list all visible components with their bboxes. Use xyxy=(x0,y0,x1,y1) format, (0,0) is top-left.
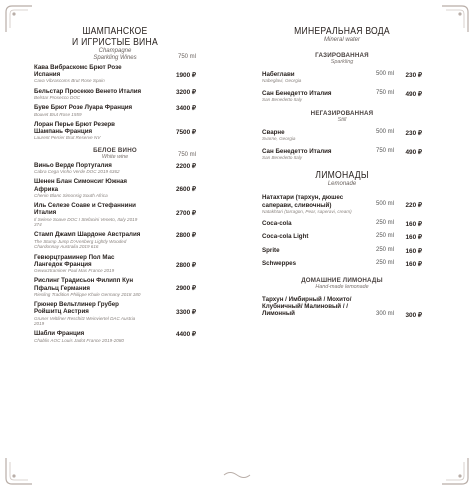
menu-item xyxy=(34,254,196,274)
item-name: Натахтари (тархун, дюшес саперави, сливочный) xyxy=(262,194,344,209)
item-price: 220 ₽ xyxy=(405,202,422,210)
white-wine-title: БЕЛОЕ ВИНО xyxy=(93,146,137,154)
item-price: 160 ₽ xyxy=(405,247,422,255)
ornament-bottom-right xyxy=(440,456,470,486)
item-name: Иль Селезе Соаве и Стефаннини Италия xyxy=(34,202,136,217)
drinks-column xyxy=(262,26,422,318)
item-price: 490 ₽ xyxy=(405,148,422,156)
item-description: Il Selese Soave DOC I Stefanini Veneto, Italy 2019 374 xyxy=(34,216,138,228)
item-price: 3200 ₽ xyxy=(175,88,196,96)
item-volume: 500 ml xyxy=(375,71,394,77)
sparkling-water-subtitle: Sparkling xyxy=(330,59,354,65)
volume-header: 750 ml xyxy=(177,54,196,60)
champagne-subtitle: Champagne xyxy=(98,48,132,54)
menu-item xyxy=(34,277,196,297)
item-volume: 300 ml xyxy=(375,311,394,318)
item-name: Сварне xyxy=(262,129,285,137)
item-volume: 500 ml xyxy=(375,201,394,208)
item-name: Лоран Перье Брют Резерв Шампань Франция xyxy=(34,121,115,136)
item-description: Nabeglavi, Georgia xyxy=(262,78,302,84)
item-volume: 250 ml xyxy=(375,259,394,266)
item-name: Рислинг Традисьон Филипп Кун Пфальц Германия xyxy=(34,277,134,292)
white-wine-subtitle: White wine xyxy=(101,153,129,160)
item-price: 3400 ₽ xyxy=(175,105,196,113)
item-description: The Stump Jump D'Arenberg Lightly Wooded Chardonnay Australia 2019 616 xyxy=(34,238,127,250)
menu-item xyxy=(34,162,196,175)
sparkling-water-list xyxy=(262,71,422,102)
item-description: San Benedetto Italy xyxy=(262,96,303,102)
item-description: Cabra Cega Vinho Verde DOC 2019 6362 xyxy=(34,169,120,175)
item-name: Набеглави xyxy=(262,71,295,78)
still-water-list xyxy=(262,129,422,160)
item-price: 2200 ₽ xyxy=(175,162,196,170)
white-wine-list xyxy=(34,162,196,343)
item-description: Chenin Blanc Simonsig South Africa xyxy=(34,192,108,198)
drink-item xyxy=(262,260,422,267)
menu-item xyxy=(34,121,196,141)
menu-item xyxy=(34,178,196,198)
lemonade-subtitle: Lemonade xyxy=(327,181,357,188)
still-water-subtitle: Still xyxy=(337,117,347,124)
ornament-bottom-left xyxy=(4,456,34,486)
item-price: 2600 ₽ xyxy=(175,186,196,194)
item-name: Гевюрцтраминер Пол Мас Лангедок Франция xyxy=(34,253,115,268)
item-description: Cava Vibrascoms Brut Rose Spain xyxy=(34,78,105,84)
item-price: 3300 ₽ xyxy=(175,309,196,317)
item-description: Gruner Veltliner Reschitz Weinviertel DAC Austria 2019 xyxy=(34,315,136,326)
drink-item xyxy=(262,220,422,227)
item-description: Bouvet Brut Rose 1559 xyxy=(34,111,82,117)
item-price: 300 ₽ xyxy=(405,312,422,320)
item-price: 7500 ₽ xyxy=(175,129,196,137)
white-volume-header: 750 ml xyxy=(177,151,196,158)
item-volume: 250 ml xyxy=(375,246,394,253)
menu-item xyxy=(34,202,196,227)
item-price: 2700 ₽ xyxy=(175,210,196,218)
item-price: 160 ₽ xyxy=(405,234,422,242)
item-name: Бельстар Просекко Венето Италия xyxy=(34,87,142,95)
ornament-top-left xyxy=(4,4,34,34)
item-description: Gewurztraminer Paul Mas France 2019 xyxy=(34,267,115,273)
menu-item xyxy=(34,330,196,343)
item-description: Svarne, Georgia xyxy=(262,136,296,142)
drink-item xyxy=(262,90,422,103)
mineral-water-subtitle: Mineral water xyxy=(323,37,360,43)
item-name: Тархун / Имбирный / Мохито/Клубничный/ Малиновый / /Лимонный xyxy=(262,296,352,318)
sparkling-wines-title: И ИГРИСТЫЕ ВИНА xyxy=(72,36,158,48)
item-price: 2800 ₽ xyxy=(175,232,196,240)
item-price: 1900 ₽ xyxy=(175,72,196,79)
item-name: Стамп Джамп Шардоне Австралия xyxy=(34,231,141,239)
still-water-header xyxy=(262,110,422,123)
sparkling-water-title: ГАЗИРОВАННАЯ xyxy=(315,52,369,59)
item-name: Шабли Франция xyxy=(34,330,85,338)
menu-item xyxy=(34,231,196,249)
drink-item xyxy=(262,296,422,318)
item-price: 160 ₽ xyxy=(405,221,422,229)
lemonade-list xyxy=(262,194,422,267)
lemonade-title: ЛИМОНАДЫ xyxy=(315,169,369,182)
drink-item xyxy=(262,233,422,240)
item-volume: 500 ml xyxy=(375,129,394,136)
drink-item xyxy=(262,71,422,84)
sparkling-water-header xyxy=(262,52,422,65)
ornament-top-right xyxy=(440,4,470,34)
menu-item xyxy=(34,64,196,84)
still-water-title: НЕГАЗИРОВАННАЯ xyxy=(310,110,374,118)
item-name: Coca-cola xyxy=(262,220,292,228)
item-name: Coca-cola Light xyxy=(262,233,309,241)
drink-item xyxy=(262,247,422,254)
item-name: Сан Бенедетто Италия xyxy=(262,89,332,97)
item-price: 160 ₽ xyxy=(405,260,422,268)
sparkling-list xyxy=(34,64,196,141)
item-name: Виньо Верде Португалия xyxy=(34,161,112,169)
item-volume: 750 ml xyxy=(375,147,394,154)
item-name: Буве Брют Розе Луара Франция xyxy=(34,104,133,112)
drink-item xyxy=(262,129,422,142)
item-description: Riesling Tradition Philippe Khule Germany 2018 180 xyxy=(34,291,141,297)
menu-item xyxy=(34,301,196,326)
item-name: Кава Вибраскомс Брют Розе Испания xyxy=(34,64,122,79)
item-volume: 250 ml xyxy=(375,220,394,227)
sparkling-subtitle: Sparkling Wines xyxy=(93,55,137,61)
drink-item xyxy=(262,148,422,161)
item-name: Schweppes xyxy=(262,259,297,267)
mineral-water-title: МИНЕРАЛЬНАЯ ВОДА xyxy=(294,25,390,37)
item-description: San Benedetto Italy xyxy=(262,155,303,161)
item-price: 2900 ₽ xyxy=(175,285,196,293)
menu-item xyxy=(34,104,196,117)
item-price: 4400 ₽ xyxy=(175,331,196,339)
item-name: Сан Бенедетто Италия xyxy=(262,147,332,155)
homemade-lemonade-title: ДОМАШНИЕ ЛИМОНАДЫ xyxy=(301,277,383,285)
item-description: Chablis AOC Louis Jadot France 2019-2080 xyxy=(34,337,124,343)
menu-item xyxy=(34,88,196,101)
item-name: Шенен Блан Симонсиг Южная Африка xyxy=(34,178,128,193)
item-name: Грюнер Вельтлинер Грубер Ройшитц Австрия xyxy=(34,301,119,316)
lemonade-header xyxy=(262,170,422,188)
homemade-lemonade-list xyxy=(262,296,422,318)
item-price: 230 ₽ xyxy=(405,72,422,79)
homemade-lemonade-subtitle: Hand-made lemonade xyxy=(315,284,369,291)
item-volume: 750 ml xyxy=(375,89,394,96)
item-description: Natakhtari (tarragon, Pear, saperavi, cream) xyxy=(262,208,352,214)
item-description: Belstar Prosecco DOC xyxy=(34,95,81,101)
item-name: Sprite xyxy=(262,246,280,254)
item-volume: 250 ml xyxy=(375,233,394,240)
item-price: 230 ₽ xyxy=(405,130,422,138)
homemade-lemonade-header xyxy=(262,277,422,290)
drink-item xyxy=(262,194,422,214)
item-description: Laurent Perrier Brut Reserve NV xyxy=(34,135,101,141)
sparkling-wine-column xyxy=(34,26,196,343)
ornament-bottom-center xyxy=(222,470,252,480)
champagne-title: ШАМПАНСКОЕ xyxy=(82,25,148,37)
item-price: 490 ₽ xyxy=(405,90,422,98)
item-price: 2800 ₽ xyxy=(175,261,196,269)
